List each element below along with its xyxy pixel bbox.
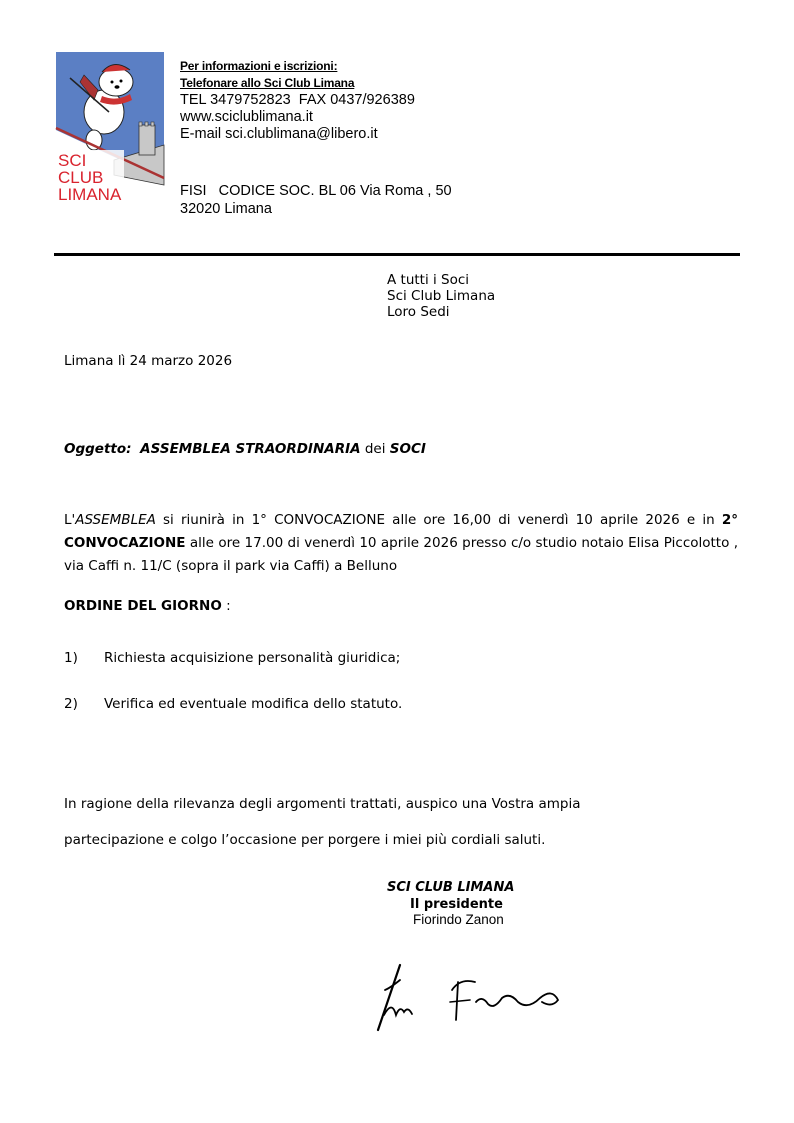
info-label: Per informazioni e iscrizioni: (180, 59, 338, 73)
recipient-block (387, 272, 495, 320)
club-logo (54, 50, 166, 202)
signature-organization: SCI CLUB LIMANA (387, 880, 515, 895)
logo-text-line1: SCI (58, 151, 87, 170)
body-part-e: alle ore 17.00 di venerdì 10 aprile 2026 presso c/o studio notaio Elisa Piccolotto , via Caffi n. 11/C (sopra il park via Caffi) a Belluno (64, 535, 738, 574)
fisi-code: FISI CODICE SOC. BL 06 Via Roma , 50 (180, 183, 452, 199)
subject-colon: : (126, 441, 132, 457)
body-part-a: L' (64, 512, 76, 528)
agenda-colon: : (221, 598, 231, 614)
recipient-line3: Loro Sedi (387, 304, 450, 320)
subject-line (64, 441, 426, 457)
body-assemblea: ASSEMBLEA (75, 512, 156, 528)
letter-date: Limana lì 24 marzo 2026 (64, 353, 233, 369)
subject-connector: dei (360, 441, 390, 457)
convocation-paragraph (64, 509, 738, 578)
subject-title: ASSEMBLEA STRAORDINARIA (140, 441, 361, 457)
subject-soci: SOCI (389, 441, 426, 457)
agenda-item (64, 650, 400, 666)
agenda-item (64, 696, 402, 712)
recipient-line2: Sci Club Limana (387, 288, 496, 304)
email-link[interactable]: E-mail sci.clublimana@libero.it (180, 126, 378, 142)
fisi-address (180, 182, 452, 218)
contact-block (180, 58, 415, 143)
agenda-item-number: 2) (64, 696, 78, 712)
closing-line2: partecipazione e colgo l’occasione per porgere i miei più cordiali saluti. (64, 832, 546, 848)
agenda-heading: ORDINE DEL GIORNO (64, 598, 222, 614)
recipient-line1: A tutti i Soci (387, 272, 470, 288)
city: 32020 Limana (180, 201, 272, 217)
agenda-item-text: Richiesta acquisizione personalità giuridica; (104, 650, 401, 666)
subject-label: Oggetto (64, 441, 127, 457)
header-divider (54, 253, 740, 256)
handwritten-signature (370, 960, 570, 1044)
body-second-convocation: 2° CONVOCAZIONE (64, 512, 738, 551)
signature-name: Fiorindo Zanon (413, 912, 504, 927)
body-part-c: si riunirà in 1° CONVOCAZIONE alle ore 16,00 di venerdì 10 aprile 2026 e in (155, 512, 722, 528)
closing-line1: In ragione della rilevanza degli argomenti trattati, auspico una Vostra ampia (64, 796, 581, 812)
agenda-title (64, 598, 231, 614)
website-link[interactable]: www.sciclublimana.it (180, 109, 313, 125)
phone-label: Telefonare allo Sci Club Limana (180, 76, 355, 90)
agenda-item-text: Verifica ed eventuale modifica dello statuto. (104, 696, 403, 712)
logo-text-line2: CLUB (58, 168, 104, 187)
agenda-item-number: 1) (64, 650, 78, 666)
tel-fax: TEL 3479752823 FAX 0437/926389 (180, 92, 415, 108)
logo-text-line3: LIMANA (58, 185, 122, 202)
signature-role: Il presidente (410, 897, 503, 912)
closing-paragraph (64, 786, 581, 858)
